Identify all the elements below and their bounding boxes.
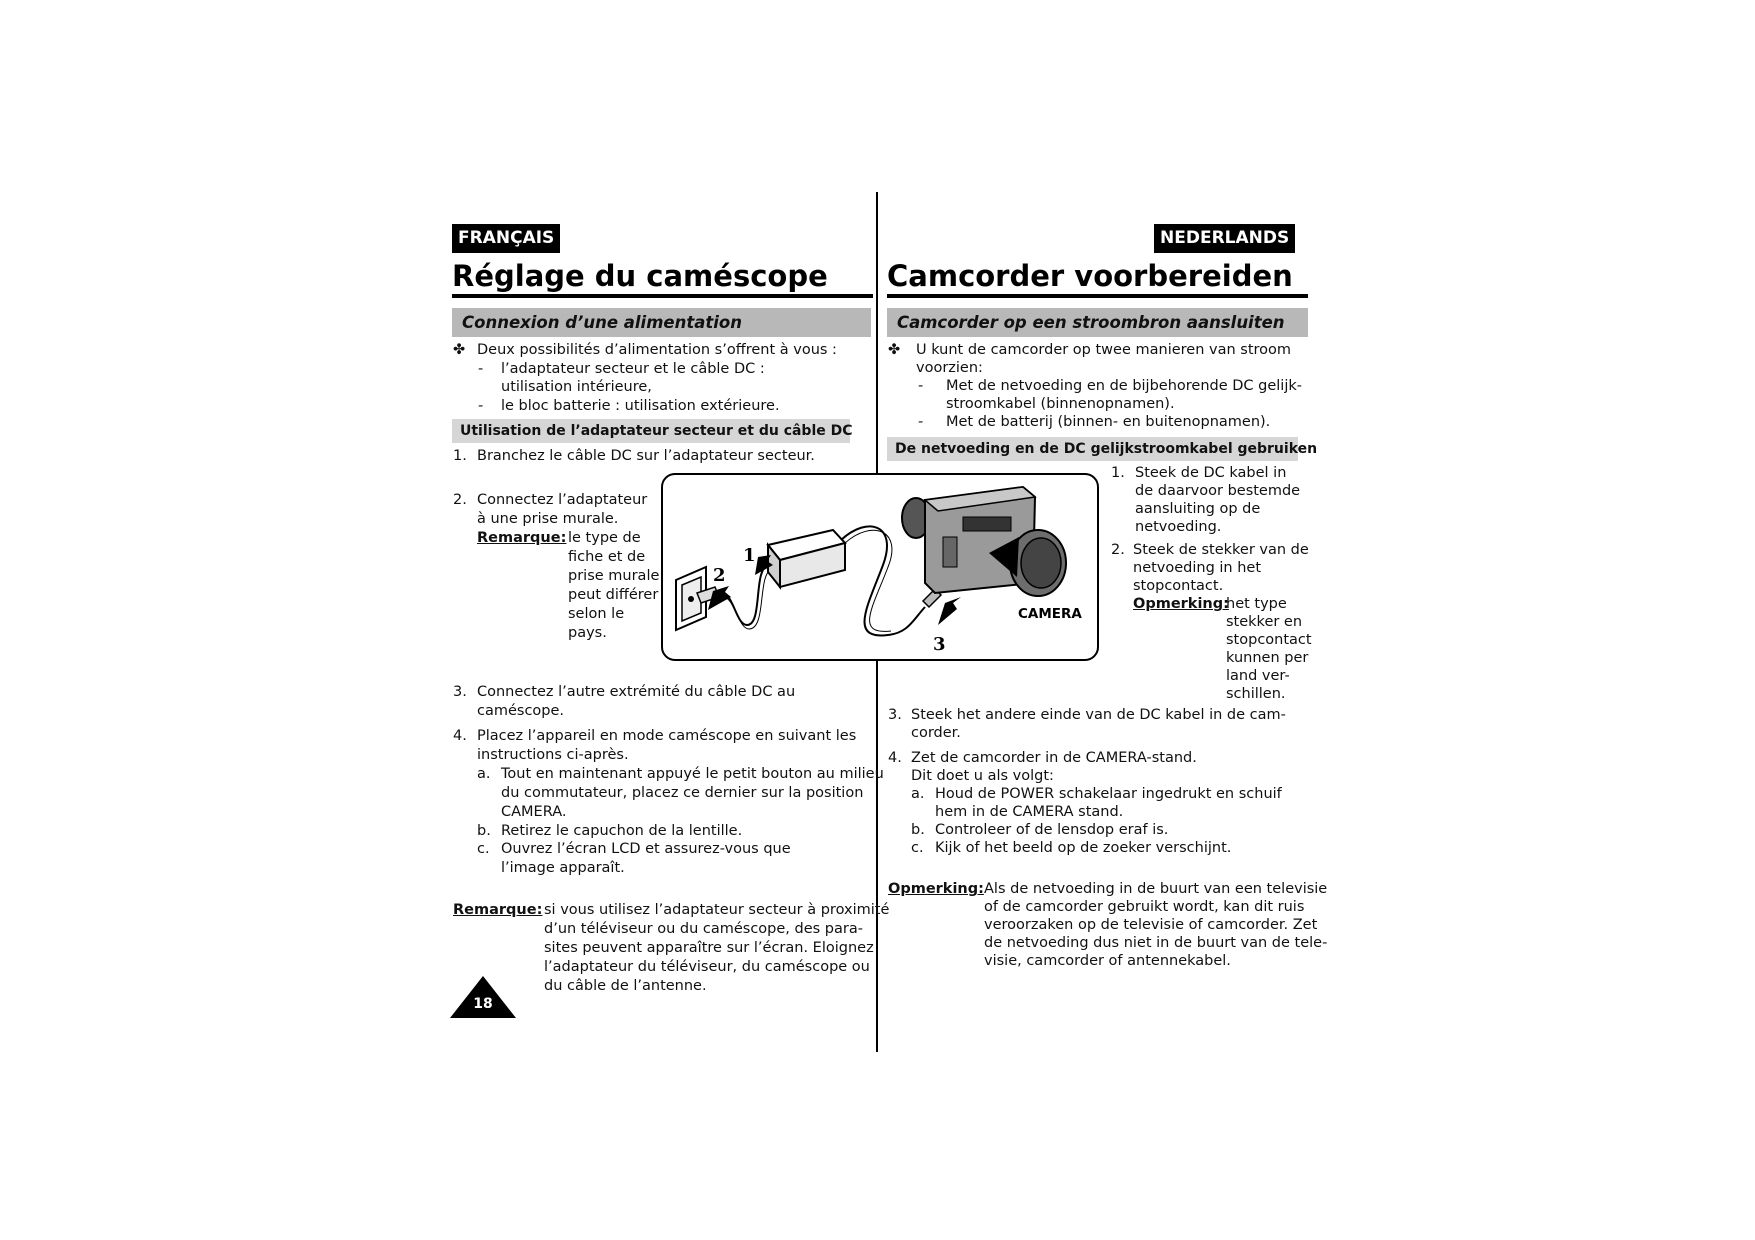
- note-line: du câble de l’antenne.: [544, 978, 707, 994]
- page-title-nl: Camcorder voorbereiden: [887, 259, 1293, 293]
- step-3-nl-cont: corder.: [911, 725, 961, 741]
- option-2-fr: le bloc batterie : utilisation extérieure.: [501, 398, 780, 414]
- step-3-fr: Connectez l’autre extrémité du câble DC au: [477, 684, 796, 700]
- subsection-heading-nl: De netvoeding en de DC gelijkstroomkabel gebruiken: [887, 437, 1298, 461]
- step-4c-fr-cont: l’image apparaît.: [501, 860, 625, 876]
- step-number: 1.: [453, 448, 467, 464]
- remark-line: kunnen per: [1226, 650, 1309, 666]
- step-4-fr: Placez l’appareil en mode caméscope en suivant les: [477, 728, 857, 744]
- step-number: 4.: [888, 750, 902, 766]
- intro-text-fr: Deux possibilités d’alimentation s’offrent à vous :: [477, 342, 837, 358]
- lang-badge-nl: NEDERLANDS: [1154, 224, 1295, 253]
- camera-label: CAMERA: [1018, 606, 1082, 622]
- sub-letter: b.: [911, 822, 925, 838]
- sub-letter: c.: [477, 841, 490, 857]
- note-line: de netvoeding dus niet in de buurt van de tele-: [984, 935, 1328, 951]
- step-line: Steek de stekker van de: [1133, 542, 1309, 558]
- option-1-nl-cont: stroomkabel (binnenopnamen).: [946, 396, 1175, 412]
- illustration-drawing: [663, 475, 1097, 659]
- bullet-icon: ✤: [888, 342, 901, 358]
- note-line: d’un téléviseur ou du caméscope, des para-: [544, 921, 863, 937]
- dash: -: [478, 398, 484, 414]
- section-heading-fr: Connexion d’une alimentation: [452, 308, 871, 337]
- note-label-fr: Remarque:: [453, 902, 543, 918]
- step-line: netvoeding.: [1135, 519, 1222, 535]
- note-label-nl: Opmerking:: [888, 881, 984, 897]
- page-number: 18: [473, 996, 493, 1012]
- remark-line: land ver-: [1226, 668, 1290, 684]
- section-heading-nl: Camcorder op een stroombron aansluiten: [887, 308, 1308, 337]
- remark-line: fiche et de: [568, 549, 646, 565]
- subsection-heading-fr: Utilisation de l’adaptateur secteur et du câble DC: [452, 419, 850, 443]
- step-4c-nl: Kijk of het beeld op de zoeker verschijnt.: [935, 840, 1232, 856]
- option-1-fr-cont: utilisation intérieure,: [501, 379, 652, 395]
- option-1-nl: Met de netvoeding en de bijbehorende DC gelijk-: [946, 378, 1302, 394]
- remark-line: stopcontact: [1226, 632, 1312, 648]
- step-3-fr-cont: caméscope.: [477, 703, 565, 719]
- note-line: l’adaptateur du téléviseur, du caméscope ou: [544, 959, 870, 975]
- remark-line: pays.: [568, 625, 607, 641]
- step-4b-nl: Controleer of de lensdop eraf is.: [935, 822, 1169, 838]
- title-rule-nl: [887, 294, 1308, 298]
- step-line: Steek de DC kabel in: [1135, 465, 1287, 481]
- intro-text-nl: U kunt de camcorder op twee manieren van stroom: [916, 342, 1292, 358]
- step-4a-nl: Houd de POWER schakelaar ingedrukt en schuif: [935, 786, 1282, 802]
- step-4a-fr-cont: du commutateur, placez ce dernier sur la position: [501, 785, 864, 801]
- note-line: of de camcorder gebruikt wordt, kan dit ruis: [984, 899, 1305, 915]
- step-4a-nl-cont: hem in de CAMERA stand.: [935, 804, 1124, 820]
- dash: -: [918, 378, 924, 394]
- arrow-icon: [938, 597, 961, 625]
- title-rule-fr: [452, 294, 873, 298]
- step-3-marker: 3: [933, 634, 946, 655]
- step-1-marker: 1: [743, 545, 756, 566]
- step-2-marker: 2: [713, 565, 726, 586]
- intro-text-nl-cont: voorzien:: [916, 360, 983, 376]
- step-4a-fr: Tout en maintenant appuyé le petit bouton au milieu: [501, 766, 884, 782]
- step-4b-fr: Retirez le capuchon de la lentille.: [501, 823, 743, 839]
- sub-letter: a.: [477, 766, 491, 782]
- lang-badge-fr: FRANÇAIS: [452, 224, 560, 253]
- remark-line: selon le: [568, 606, 625, 622]
- step-number: 4.: [453, 728, 467, 744]
- step-number: 3.: [888, 707, 902, 723]
- ac-adapter-icon: [768, 530, 845, 587]
- remark-line: stekker en: [1226, 614, 1303, 630]
- step-1-fr: Branchez le câble DC sur l’adaptateur secteur.: [477, 448, 815, 464]
- step-4-fr-cont: instructions ci-après.: [477, 747, 629, 763]
- note-line: sites peuvent apparaître sur l’écran. Eloignez: [544, 940, 874, 956]
- page-title-fr: Réglage du caméscope: [452, 259, 828, 293]
- connection-illustration: [661, 473, 1099, 661]
- step-number: 2.: [453, 492, 467, 508]
- step-line: aansluiting op de: [1135, 501, 1261, 517]
- step-line: netvoeding in het: [1133, 560, 1262, 576]
- step-line: stopcontact.: [1133, 578, 1224, 594]
- step-2-fr-cont: à une prise murale.: [477, 511, 619, 527]
- step-line: de daarvoor bestemde: [1135, 483, 1301, 499]
- step-4-nl: Zet de camcorder in de CAMERA-stand.: [911, 750, 1197, 766]
- step-4-nl-cont: Dit doet u als volgt:: [911, 768, 1054, 784]
- note-line: veroorzaken op de televisie of camcorder. Zet: [984, 917, 1318, 933]
- option-2-nl: Met de batterij (binnen- en buitenopnamen).: [946, 414, 1271, 430]
- note-line: Als de netvoeding in de buurt van een televisie: [984, 881, 1328, 897]
- remark-line: het type: [1226, 596, 1287, 612]
- sub-letter: a.: [911, 786, 925, 802]
- remark-line: schillen.: [1226, 686, 1286, 702]
- option-1-fr: l’adaptateur secteur et le câble DC :: [501, 361, 765, 377]
- step-4c-fr: Ouvrez l’écran LCD et assurez-vous que: [501, 841, 791, 857]
- step-number: 3.: [453, 684, 467, 700]
- remark-line: peut différer: [568, 587, 659, 603]
- note-line: si vous utilisez l’adaptateur secteur à proximité: [544, 902, 890, 918]
- page-number-badge: [450, 976, 516, 1018]
- remark-label-nl: Opmerking:: [1133, 596, 1229, 612]
- step-3-nl: Steek het andere einde van de DC kabel in de cam-: [911, 707, 1286, 723]
- remark-line: le type de: [568, 530, 641, 546]
- step-number: 1.: [1111, 465, 1125, 481]
- bullet-icon: ✤: [453, 342, 466, 358]
- remark-label-fr: Remarque:: [477, 530, 567, 546]
- step-2-fr: Connectez l’adaptateur: [477, 492, 648, 508]
- sub-letter: b.: [477, 823, 491, 839]
- dash: -: [918, 414, 924, 430]
- dash: -: [478, 361, 484, 377]
- step-4a-fr-cont: CAMERA.: [501, 804, 567, 820]
- sub-letter: c.: [911, 840, 924, 856]
- note-line: visie, camcorder of antennekabel.: [984, 953, 1231, 969]
- camcorder-icon: [902, 487, 1066, 596]
- remark-line: prise murale: [568, 568, 660, 584]
- step-number: 2.: [1111, 542, 1125, 558]
